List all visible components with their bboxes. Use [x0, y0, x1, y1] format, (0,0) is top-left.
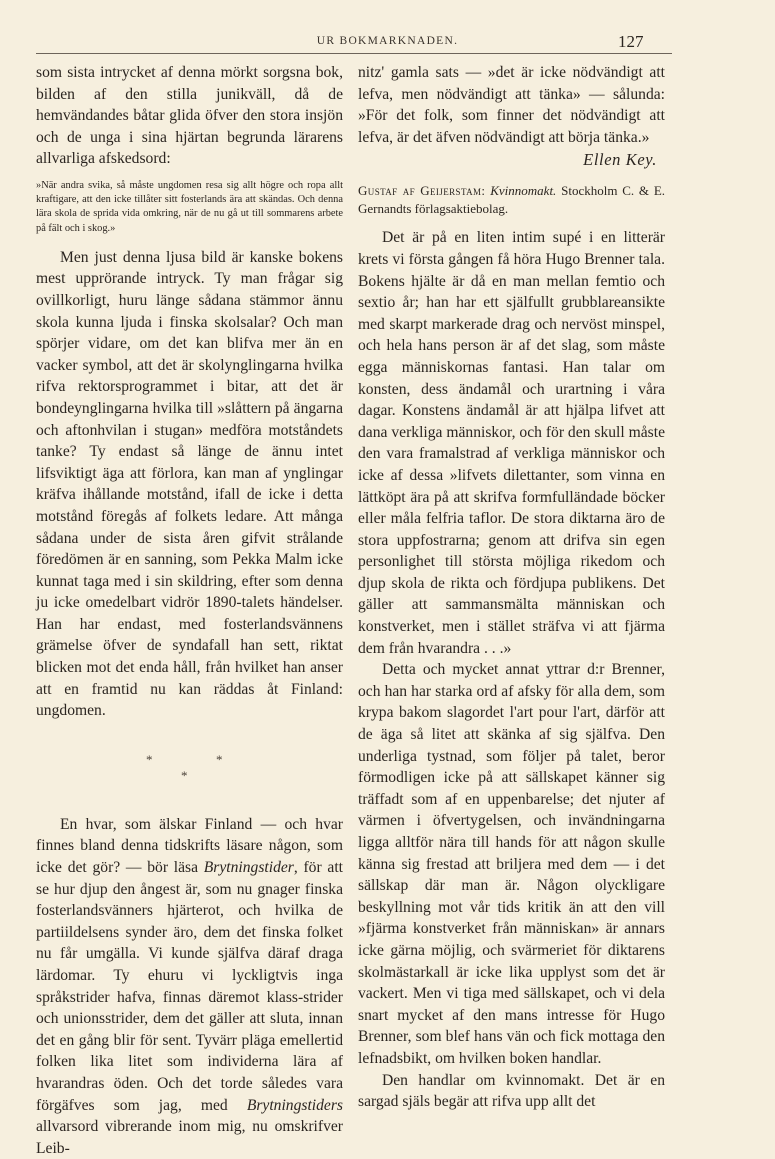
section-divider-stars [36, 736, 343, 794]
text-segment: allvarsord vibrerande inom mig, nu omskrifver Leib- [36, 1118, 343, 1157]
book-title-brytningstider: Brytningstider [203, 859, 294, 877]
left-column [36, 62, 343, 1159]
paragraph-continuation: nitz' gamla sats — »det är icke nödvändigt att lefva, men nödvändigt att tänka» — sålunda: »För det folk, som finner det nödvändigt att lefva, är det äfven nödvändigt att börja tänka.» [358, 64, 665, 146]
paragraph-continuation: som sista intrycket af denna mörkt sorgsna bok, bilden af den stilla junikväll, då de hemvändandes båtar glida öfver den stora insjön och de unga i sina hjärtan begrunda lärarens allvarliga afskedsord: [36, 64, 343, 168]
book-title-brytningstiders: Brytningstiders [246, 1096, 343, 1114]
star-right: * [216, 751, 223, 767]
block-quote: »När andra svika, så måste ungdomen resa sig allt högre och ropa allt kraftigare, att den icke tillåter sitt fosterlands ära att skändas. Och denna lära skola de sprida vida omkring, när de nu gå ut till sommarens arbete på fält och i skog.» [36, 179, 343, 234]
paragraph-review-1: Det är på en liten intim supé i en litterär krets vi första gången få höra Hugo Brenner tala. Bokens hjälte är då en man mellan femtio och sextio år; han har ett själfullt grubblareansikte med skarpt markerade drag och nervöst minspel, och hela hans person är af det slag, som måste egga människornas fantasi. Han talar om konsten, dess ändamål och urartning i våra dagar. Konstens ändamål är att hjälpa lifvet att dana verkliga människor, och för den skull måste den vara framalstrad af verkliga människor och icke af dessa »lifvets dilettanter, som vinna en lättköpt ära på att skrifva formfulländade böcker eller måla felfria taflor. De stora diktarna äro de stora uppfostrarna; genom att drifva sin egen personlighet till största möjliga rikedom och djup skola de rikta och fördjupa publikens. Det gäller att sammansmälta människan och konstverket, men i stället sträfva vi att fjärma dem från hvarandra . . .» [358, 229, 665, 657]
review-author: Gustaf af Geijerstam: [358, 183, 486, 199]
review-publisher: Stockholm C. & E. Gernandts förlagsaktiebolag. [358, 183, 666, 216]
text-segment: , för att se hur djup den ångest är, som nu gnager finska fosterlandsvänners hjärterot, och hvilka de partiildelsens synder äro, dem det finska folket nu får umgälla. Vi kunde själfva däraf draga lärdomar. Ty ehuru vi lyckligtvis inga språkstrider hafva, finnas däremot klass-strider och unionsstrider, dem det gäller att sluta, innan det en gång blir för sent. Tyvärr pläga emellertid folken lika litet som individerna lära af hvarandras öden. Och det torde således vara förgäfves som jag, med [36, 859, 343, 1114]
review-heading [358, 182, 665, 217]
author-signature: Ellen Key. [583, 150, 657, 170]
text-segment: En hvar, som älskar Finland — och hvar finnes bland denna tidskrifts läsare någon, som icke det gör? — bör läsa [36, 815, 343, 877]
paragraph-review-2: Detta och mycket annat yttrar d:r Brenner, och han har starka ord af afsky för alla dem, som krypa bakom slagordet l'art pour l'art, därför att de äga så litet att skänka af sig själfva. Den underliga tystnad, som följer på talet, beror förmodligen icke på att sällskapet känner sig träffadt som af en uppenbarelse; det njuter af värmen i öfvertygelsen, och invändningarna ligga alltför nära till hands för att någon skulle känna sig frestad att briljera med dem — i det sällskap där man är. Någon olyckligare beskyllning mot vår tids kritik än att den vill »fjärma konstverket från människan» är annars icke gärna möjlig, och svärmeriet för diktarens skolmästarkall är icke lika upplyst som det är vackert. Men vi tiga med sällskapet, och vi dela snart mycket af den mans intresse för Hugo Brenner, som blef hans vän och fick mottaga den lefnadsbikt, om hvilken boken handlar. [358, 661, 665, 1067]
header-rule [36, 53, 672, 54]
review-book-title: Kvinnomakt. [490, 183, 557, 199]
running-header-title: UR BOKMARKNADEN. [316, 35, 459, 47]
paragraph-brytningstider [36, 814, 343, 1159]
page-number: 127 [618, 32, 644, 51]
right-column [358, 62, 665, 1113]
star-left: * [146, 751, 153, 767]
paragraph-main: Men just denna ljusa bild är kanske bokens mest upprörande intryck. Ty man frågar sig ovillkorligt, huru länge sådana stämmor ännu skola kunna ljuda i finska skolsalar? Och man spörjer vidare, om det kan blifva mer än en vacker symbol, att det är skolynglingarna hvilka rifva rektorsprogrammet i bitar, att det är bondeynglingarna hvilka till »slåttern på ängarna och aftonhvilan i stugan» medföra motståndets tanke? Ty endast så länge de ännu intet lifsviktigt äga att förlora, kan man af ynglingar kräfva ihållande motstånd, ifall de icke i detta motstånd föregås af folkets ledare. Att många sådana under de sista åren gifvit strålande föredömen är en sanning, som Pekka Malm icke kunnat taga med i sin skildring, efter som denna ju icke omedelbart vidrör 1890-talets händelser. Han har endast, med fosterlandsvännens grämelse öfver de syndafall han sett, riktat blicken mot det enda håll, från hvilket han anser att en framtid nu kan räddas åt Finland: ungdomen. [36, 248, 343, 720]
paragraph-review-3: Den handlar om kvinnomakt. Det är en sargad själs begär att rifva upp allt det [358, 1071, 665, 1111]
star-bottom: * [181, 767, 188, 783]
